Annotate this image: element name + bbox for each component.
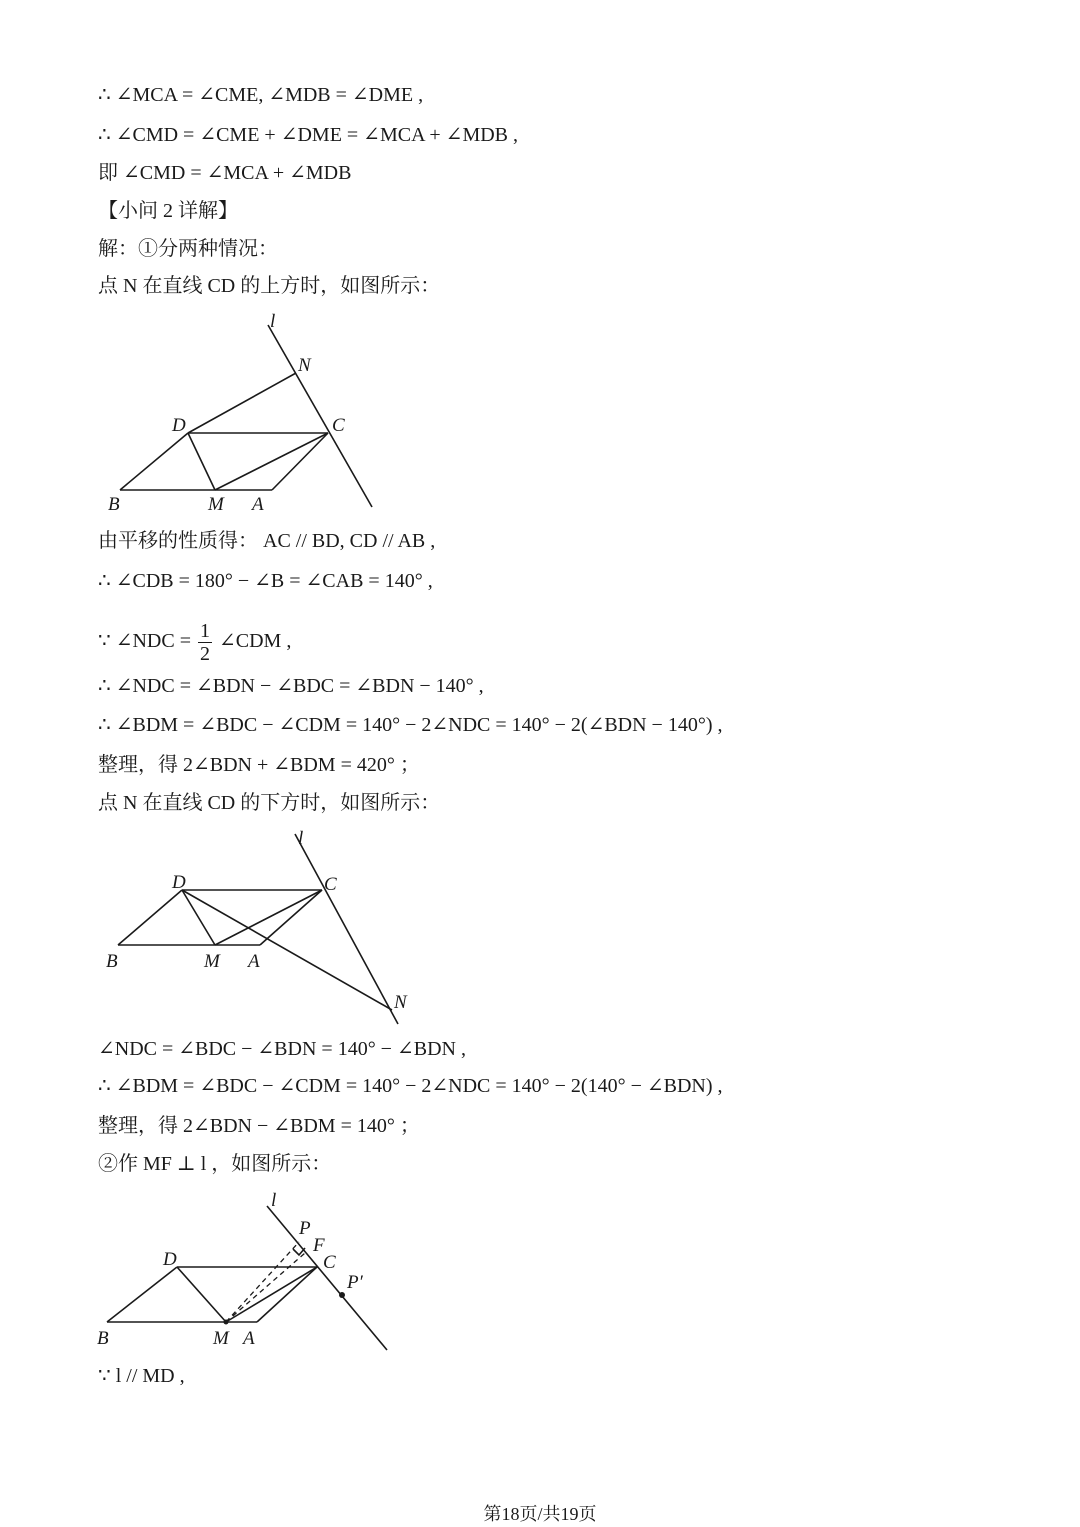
- text-line-14: ∠NDC = ∠BDC − ∠BDN = 140° − ∠BDN ,: [98, 1038, 466, 1060]
- text-line-7: 由平移的性质得： AC // BD, CD // AB ,: [98, 530, 436, 552]
- fig1-label-M: M: [208, 494, 224, 515]
- fraction-numerator: 1: [200, 620, 210, 642]
- text-line-6: 点 N 在直线 CD 的上方时，如图所示：: [98, 275, 441, 297]
- section-heading: 【小问 2 详解】: [98, 200, 238, 222]
- fig1-label-l: l: [270, 311, 276, 332]
- page-footer: 第18页/共19页: [483, 1504, 597, 1524]
- fig3-label-B: B: [97, 1328, 109, 1349]
- figure-3: [95, 1182, 405, 1357]
- fig1-label-A: A: [252, 494, 264, 515]
- fig1-label-B: B: [108, 494, 120, 515]
- figure-2: [100, 822, 430, 1032]
- text-line-9: [98, 620, 291, 665]
- text-line-3: 即 ∠CMD = ∠MCA + ∠MDB: [98, 162, 352, 184]
- fig2-label-B: B: [106, 951, 118, 972]
- fig3-label-A: A: [243, 1328, 255, 1349]
- fig3-label-l: l: [271, 1190, 277, 1211]
- text-line-5: 解：①分两种情况：: [98, 238, 278, 260]
- text-line-8: ∴ ∠CDB = 180° − ∠B = ∠CAB = 140° ,: [98, 570, 433, 592]
- fig3-label-C: C: [323, 1252, 336, 1273]
- fig2-label-M: M: [204, 951, 220, 972]
- text-line-16: 整理，得 2∠BDN − ∠BDM = 140° ；: [98, 1115, 420, 1137]
- fig2-label-C: C: [324, 874, 337, 895]
- fig3-label-M: M: [213, 1328, 229, 1349]
- fig3-label-P: P: [299, 1218, 311, 1239]
- fraction-half: [198, 620, 212, 665]
- fig2-label-D: D: [172, 872, 186, 893]
- fig3-label-F: F: [313, 1235, 325, 1256]
- figure-1: [100, 305, 400, 520]
- text-line-17: ②作 MF ⊥ l ，如图所示：: [98, 1153, 332, 1175]
- fig1-label-N: N: [298, 355, 311, 376]
- text-line-13: 点 N 在直线 CD 的下方时，如图所示：: [98, 792, 441, 814]
- text-line-2: ∴ ∠CMD = ∠CME + ∠DME = ∠MCA + ∠MDB ,: [98, 124, 519, 146]
- text-line-12: 整理，得 2∠BDN + ∠BDM = 420° ；: [98, 754, 420, 776]
- text-line-11: ∴ ∠BDM = ∠BDC − ∠CDM = 140° − 2∠NDC = 140° − 2(∠BDN − 140°) ,: [98, 714, 723, 736]
- text-line-1: ∴ ∠MCA = ∠CME, ∠MDB = ∠DME ,: [98, 84, 424, 106]
- fig2-label-A: A: [248, 951, 260, 972]
- fig2-label-N: N: [394, 992, 407, 1013]
- text-line-10: ∴ ∠NDC = ∠BDN − ∠BDC = ∠BDN − 140° ,: [98, 675, 484, 697]
- fig1-label-D: D: [172, 415, 186, 436]
- fig3-label-P-prime: P′: [347, 1272, 363, 1293]
- fig1-label-C: C: [332, 415, 345, 436]
- ndc-prefix: ∵ ∠NDC =: [98, 630, 191, 653]
- text-line-15: ∴ ∠BDM = ∠BDC − ∠CDM = 140° − 2∠NDC = 140° − 2(140° − ∠BDN) ,: [98, 1075, 723, 1097]
- fraction-denominator: 2: [200, 643, 210, 665]
- ndc-suffix: ∠CDM ,: [219, 630, 292, 653]
- text-line-18: ∵ l // MD ,: [98, 1365, 185, 1387]
- fig2-label-l: l: [298, 828, 304, 849]
- fig3-label-D: D: [163, 1249, 177, 1270]
